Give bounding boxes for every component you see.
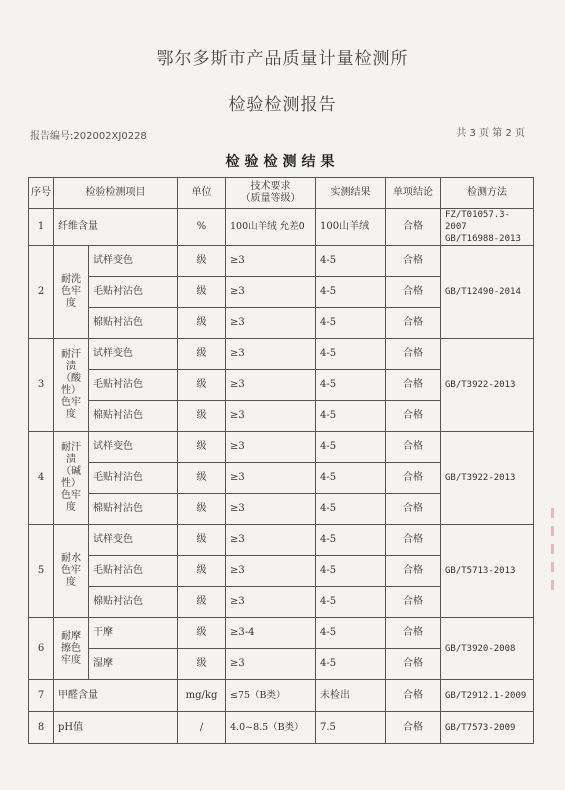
row-subitem: 棉贴衬沾色 (89, 587, 178, 618)
row-conclusion: 合格 (386, 246, 441, 277)
row-subitem: 试样变色 (89, 246, 178, 277)
organization-name: 鄂尔多斯市产品质量计量检测所 (156, 49, 409, 69)
results-table (28, 177, 534, 744)
row-item: 纤维含量 (54, 209, 178, 246)
section-title: 检验检测结果 (225, 154, 340, 170)
row-subitem: 毛贴衬沾色 (89, 463, 178, 494)
row-unit: 级 (178, 618, 226, 649)
row-result: 4-5 (316, 277, 386, 308)
table-row (29, 246, 534, 277)
row-seq: 4 (29, 432, 54, 525)
col-header-item: 检验检测项目 (54, 178, 178, 209)
row-result: 4-5 (316, 618, 386, 649)
col-header-method: 检测方法 (441, 178, 534, 209)
row-method: GB/T12490-2014 (441, 246, 534, 339)
row-result: 4-5 (316, 370, 386, 401)
report-number: 报告编号:202002XJ0228 (30, 131, 147, 142)
row-result: 4-5 (316, 432, 386, 463)
row-unit: 级 (178, 463, 226, 494)
row-group-label: 耐水 色牢 度 (54, 525, 89, 618)
row-seq: 5 (29, 525, 54, 618)
row-subitem: 湿摩 (89, 649, 178, 680)
row-requirement: ≥3 (226, 339, 316, 370)
row-conclusion: 合格 (386, 277, 441, 308)
row-result: 4-5 (316, 556, 386, 587)
row-result: 4-5 (316, 587, 386, 618)
row-conclusion: 合格 (386, 494, 441, 525)
row-result: 4-5 (316, 649, 386, 680)
row-method: GB/T7573-2009 (441, 712, 534, 744)
row-subitem: 毛贴衬沾色 (89, 556, 178, 587)
row-method: GB/T3920-2008 (441, 618, 534, 680)
row-requirement: ≥3 (226, 649, 316, 680)
row-subitem: 干摩 (89, 618, 178, 649)
row-result: 4-5 (316, 525, 386, 556)
row-result: 100山羊绒 (316, 209, 386, 246)
row-subitem: 毛贴衬沾色 (89, 277, 178, 308)
row-unit: / (178, 712, 226, 744)
row-requirement: ≥3 (226, 246, 316, 277)
report-title: 检验检测报告 (228, 95, 337, 115)
row-seq: 8 (29, 712, 54, 744)
row-subitem: 试样变色 (89, 432, 178, 463)
row-subitem: 试样变色 (89, 339, 178, 370)
row-unit: 级 (178, 432, 226, 463)
row-unit: 级 (178, 277, 226, 308)
row-requirement: ≥3 (226, 494, 316, 525)
row-requirement: ≥3 (226, 587, 316, 618)
row-group-label: 耐洗 色牢 度 (54, 246, 89, 339)
row-conclusion: 合格 (386, 649, 441, 680)
col-header-conclusion: 单项结论 (386, 178, 441, 209)
row-requirement: 100山羊绒 允差0 (226, 209, 316, 246)
row-conclusion: 合格 (386, 370, 441, 401)
col-header-unit: 单位 (178, 178, 226, 209)
row-result: 4-5 (316, 401, 386, 432)
row-requirement: ≥3 (226, 525, 316, 556)
row-unit: 级 (178, 308, 226, 339)
row-method: GB/T2912.1-2009 (441, 680, 534, 712)
row-method: GB/T3922-2013 (441, 432, 534, 525)
row-unit: 级 (178, 339, 226, 370)
row-seq: 3 (29, 339, 54, 432)
row-conclusion: 合格 (386, 587, 441, 618)
seal-stamp-edge (547, 500, 559, 640)
row-group-label: 耐摩 擦色 牢度 (54, 618, 89, 680)
row-conclusion: 合格 (386, 308, 441, 339)
row-requirement: ≥3 (226, 556, 316, 587)
row-method: GB/T5713-2013 (441, 525, 534, 618)
row-unit: 级 (178, 494, 226, 525)
row-seq: 7 (29, 680, 54, 712)
table-header-row (29, 178, 534, 209)
col-header-requirement: 技术要求 （质量等级） (226, 178, 316, 209)
row-result: 4-5 (316, 494, 386, 525)
table-row (29, 432, 534, 463)
row-result: 4-5 (316, 339, 386, 370)
row-seq: 6 (29, 618, 54, 680)
table-body (29, 209, 534, 744)
row-unit: 级 (178, 556, 226, 587)
row-conclusion: 合格 (386, 712, 441, 744)
table-row (29, 209, 534, 246)
row-group-label: 耐汗 渍 （酸 性） 色牢 度 (54, 339, 89, 432)
row-result: 4-5 (316, 246, 386, 277)
row-unit: 级 (178, 649, 226, 680)
row-unit: 级 (178, 246, 226, 277)
row-method: GB/T3922-2013 (441, 339, 534, 432)
row-unit: % (178, 209, 226, 246)
row-subitem: 棉贴衬沾色 (89, 401, 178, 432)
row-requirement: ≤75（B类） (226, 680, 316, 712)
row-subitem: 试样变色 (89, 525, 178, 556)
row-conclusion: 合格 (386, 209, 441, 246)
row-item: pH值 (54, 712, 178, 744)
row-requirement: ≥3 (226, 401, 316, 432)
table-row (29, 712, 534, 744)
row-group-label: 耐汗 渍 （碱 性） 色牢 度 (54, 432, 89, 525)
row-unit: mg/kg (178, 680, 226, 712)
row-conclusion: 合格 (386, 339, 441, 370)
row-requirement: ≥3 (226, 277, 316, 308)
row-result: 未检出 (316, 680, 386, 712)
row-unit: 级 (178, 525, 226, 556)
row-unit: 级 (178, 370, 226, 401)
row-subitem: 棉贴衬沾色 (89, 308, 178, 339)
row-requirement: 4.0~8.5（B类） (226, 712, 316, 744)
row-conclusion: 合格 (386, 556, 441, 587)
row-result: 4-5 (316, 308, 386, 339)
row-subitem: 毛贴衬沾色 (89, 370, 178, 401)
row-requirement: ≥3 (226, 463, 316, 494)
row-result: 7.5 (316, 712, 386, 744)
row-seq: 1 (29, 209, 54, 246)
row-requirement: ≥3 (226, 432, 316, 463)
row-conclusion: 合格 (386, 525, 441, 556)
page-info: 共 3 页 第 2 页 (456, 128, 525, 139)
row-conclusion: 合格 (386, 463, 441, 494)
row-conclusion: 合格 (386, 401, 441, 432)
row-requirement: ≥3 (226, 308, 316, 339)
table-row (29, 525, 534, 556)
row-unit: 级 (178, 587, 226, 618)
row-conclusion: 合格 (386, 432, 441, 463)
col-header-seq: 序号 (29, 178, 54, 209)
table-row (29, 680, 534, 712)
row-item: 甲醛含量 (54, 680, 178, 712)
col-header-result: 实测结果 (316, 178, 386, 209)
row-requirement: ≥3 (226, 370, 316, 401)
table-row (29, 339, 534, 370)
row-subitem: 棉贴衬沾色 (89, 494, 178, 525)
row-method: FZ/T01057.3-2007 GB/T16988-2013 (441, 209, 534, 246)
row-requirement: ≥3-4 (226, 618, 316, 649)
row-conclusion: 合格 (386, 618, 441, 649)
row-conclusion: 合格 (386, 680, 441, 712)
row-unit: 级 (178, 401, 226, 432)
row-result: 4-5 (316, 463, 386, 494)
row-seq: 2 (29, 246, 54, 339)
table-row (29, 618, 534, 649)
